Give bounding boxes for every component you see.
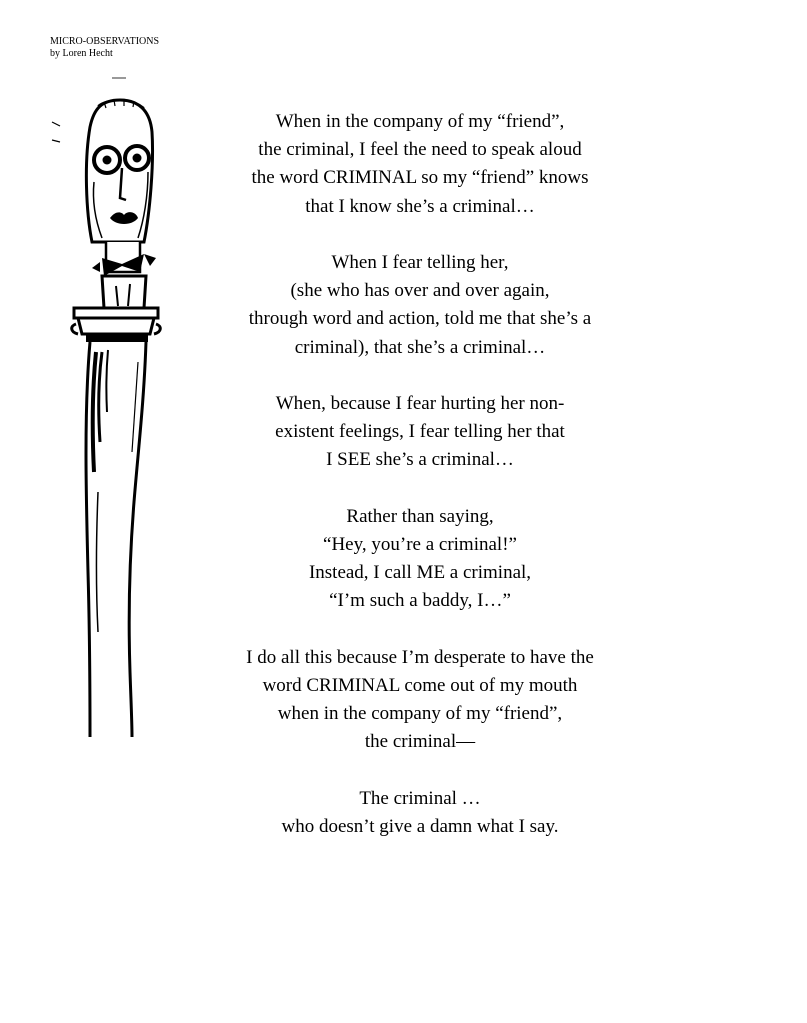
poem-stanza	[200, 785, 640, 841]
poem-line: criminal), that she’s a criminal…	[294, 336, 546, 358]
poem-stanza	[200, 390, 640, 475]
author-byline: by Loren Hecht	[50, 48, 113, 59]
poem-line: “Hey, you’re a criminal!”	[323, 534, 517, 555]
poem-line: When I fear telling her,	[331, 252, 509, 273]
poem-line: The criminal …	[359, 787, 481, 809]
poem-line: when in the company of my “friend”,	[277, 703, 563, 725]
poem-line: the word CRIMINAL so my “friend” knows	[251, 167, 589, 189]
poem-line: When in the company of my “friend”,	[275, 111, 565, 132]
poem-line: (she who has over and over again,	[290, 280, 550, 302]
poem	[200, 108, 640, 869]
poem-line: word CRIMINAL come out of my mouth	[262, 675, 578, 696]
poem-line: Rather than saying,	[346, 505, 494, 527]
poem-line: Instead, I call ME a criminal,	[308, 562, 532, 584]
header	[50, 36, 159, 60]
poem-line: the criminal—	[364, 731, 476, 753]
poem-line: the criminal, I feel the need to speak aloud	[258, 139, 582, 161]
poem-line: “I’m such a baddy, I…”	[329, 590, 511, 612]
document-title: MICRO-OBSERVATIONS	[50, 36, 160, 47]
poem-line: I do all this because I’m desperate to have the	[246, 646, 594, 668]
poem-line: existent feelings, I fear telling her that	[275, 421, 565, 443]
poem-stanza	[200, 644, 640, 757]
poem-line: that I know she’s a criminal…	[305, 195, 535, 217]
poem-line: I SEE she’s a criminal…	[326, 449, 514, 471]
column-figure-illustration	[40, 72, 170, 742]
poem-stanza	[200, 249, 640, 362]
poem-line: When, because I fear hurting her non-	[275, 393, 565, 414]
poem-stanza	[200, 503, 640, 616]
poem-stanza	[200, 108, 640, 221]
poem-line: who doesn’t give a damn what I say.	[281, 816, 559, 837]
poem-line: through word and action, told me that she’s a	[248, 308, 592, 330]
